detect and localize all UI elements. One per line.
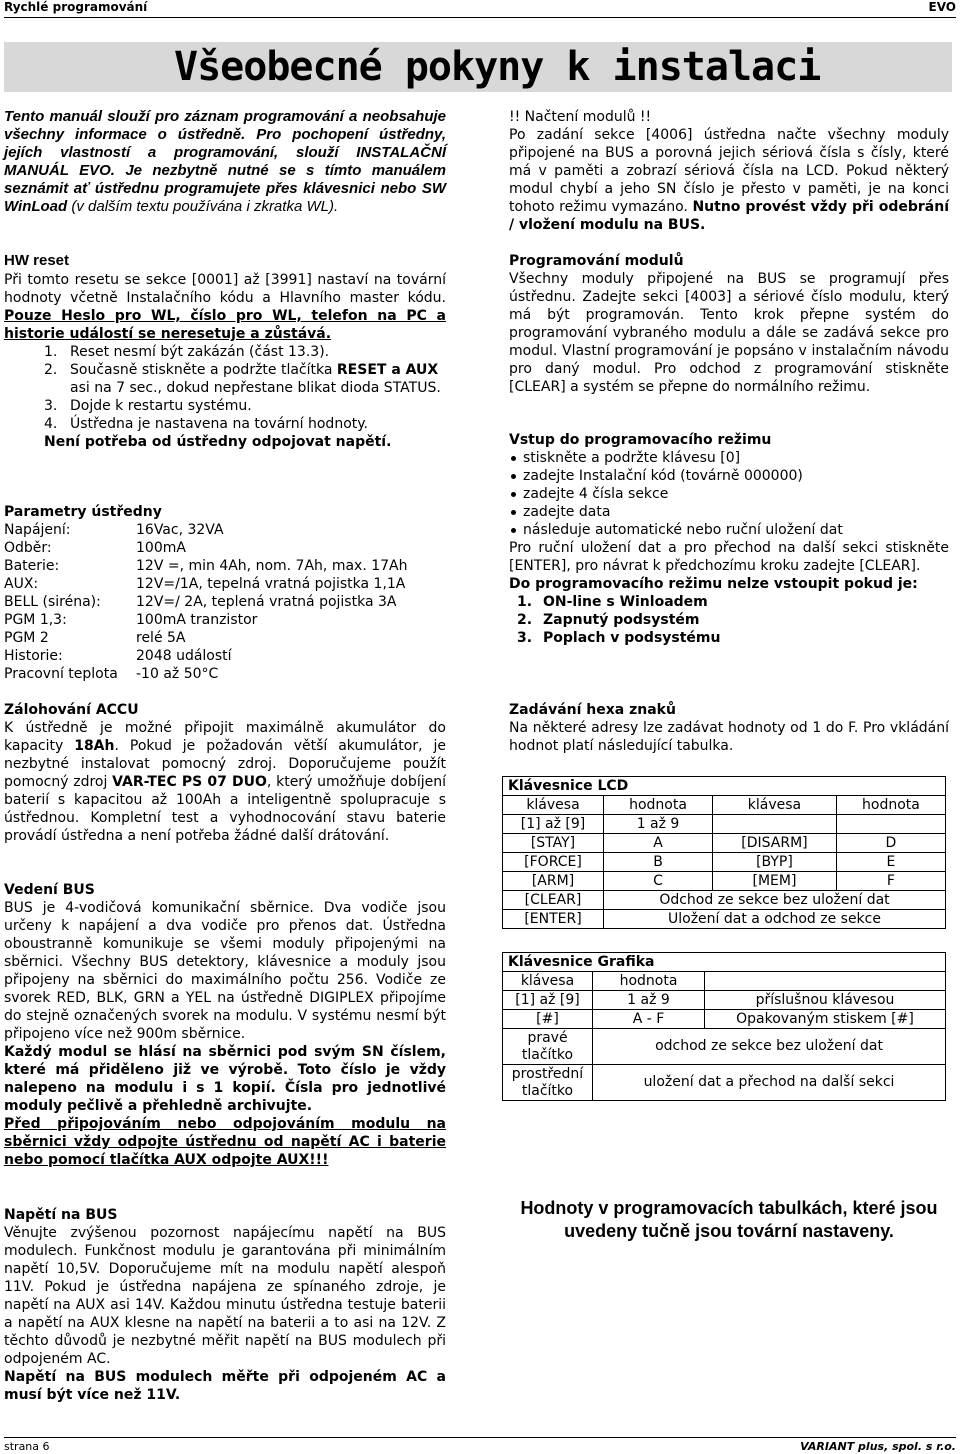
param-row: Napájení: 16Vac, 32VA	[4, 522, 224, 538]
entry-items	[509, 593, 949, 647]
prog-heading: Programování modulů	[509, 253, 684, 269]
graf-table	[502, 952, 946, 1101]
hw-reset-p1: Při tomto resetu se sekce [0001] až [3991] nastaví na tovární hodnoty včetně Instalačního kódu a Hlavního master kódu.	[4, 272, 446, 306]
accu-section	[4, 701, 446, 845]
prog-section	[509, 252, 949, 396]
hex-text: Na některé adresy lze zadávat hodnoty od 1 do F. Pro vkládání hodnot platí následující tabulka.	[509, 720, 949, 754]
list-item: 1. Reset nesmí být zakázán (část 13.3).	[44, 344, 330, 360]
list-item: 3. Poplach v podsystému	[517, 630, 721, 646]
voltage-heading: Napětí na BUS	[4, 1207, 118, 1223]
hex-section	[509, 701, 949, 755]
list-item: zadejte 4 čísla sekce	[509, 485, 949, 503]
graf-table-title: Klávesnice Grafika	[503, 953, 946, 972]
header-right: EVO	[928, 0, 956, 14]
list-item: následuje automatické nebo ruční uložení dat	[509, 521, 949, 539]
intro-text	[4, 108, 446, 216]
param-row: Odběr: 100mA	[4, 540, 186, 556]
bus-heading: Vedení BUS	[4, 882, 95, 898]
params-heading: Parametry ústředny	[4, 504, 162, 520]
table-row: [FORCE] B [BYP] E	[503, 853, 946, 872]
list-item: 2. Zapnutý podsystém	[517, 612, 700, 628]
entry-cannot: Do programovacího režimu nelze vstoupit pokud je:	[509, 576, 918, 592]
load-section	[509, 108, 949, 234]
prog-text: Všechny moduly připojené na BUS se programují přes ústřednu. Zadejte sekci [4003] a sériové číslo modulu, který má být programován. Tento krok přepne systém do programování vybraného modulu a dále se zadává sekce pro modul. Vlastní programování je popsáno v instalačním návodu pro daný modul. Pro odchod z programování stiskněte [CLEAR] a systém se přepne do normálního režimu.	[509, 271, 949, 395]
table-row: [ARM] C [MEM] F	[503, 872, 946, 891]
param-row: Historie: 2048 událostí	[4, 648, 232, 664]
load-heading: !! Načtení modulů !!	[509, 109, 652, 125]
hw-reset-text	[4, 271, 446, 343]
hw-reset-note: Není potřeba od ústředny odpojovat napětí.	[44, 434, 392, 450]
voltage-section	[4, 1206, 446, 1404]
table-row: [STAY] A [DISARM] D	[503, 834, 946, 853]
hw-reset-section	[4, 252, 446, 451]
title-bar	[4, 42, 952, 92]
accu-text: K ústředně je možné připojit maximálně akumulátor do kapacity 18Ah. Pokud je požadován větší akumulátor, je nezbytné instalovat pomocný zdroj. Doporučujeme použít pomocný zdroj VAR-TEC PS 07 DUO, který umožňuje dobíjení baterií s kapacitou až 100Ah a inteligentně spolupracuje s ústřednou. Kompletní test a vyhodnocování stavu baterie provádí ústředna a není potřeba žádné další drátování.	[4, 720, 446, 844]
table-row: [1] až [9] 1 až 9	[503, 815, 946, 834]
table-row: pravé tlačítko odchod ze sekce bez uložení dat	[503, 1029, 946, 1065]
table-row: [CLEAR] Odchod ze sekce bez uložení dat	[503, 891, 946, 910]
param-row: BELL (siréna): 12V=/ 2A, teplená vratná pojistka 3A	[4, 594, 397, 610]
lcd-table-title: Klávesnice LCD	[503, 777, 946, 796]
bus-p1: BUS je 4-vodičová komunikační sběrnice. Dva vodiče jsou určeny k napájení a dva vodiče pro přenos dat. Ústředna oboustranně komunikuje se všemi moduly připojenými na sběrnici. Všechny BUS detektory, klávesnice a moduly jsou připojeny na sběrnici do maximálního počtu 256. Vodiče ze svorek RED, BLK, GRN a YEL na ústředně DIGIPLEX připojíme do stejně označených svorek na modulu. V systému nesmí být připojeno více než 900m sběrnice.	[4, 900, 446, 1042]
table-row: [ENTER] Uložení dat a odchod ze sekce	[503, 910, 946, 929]
entry-bullets	[509, 449, 949, 539]
list-item: 3. Dojde k restartu systému.	[44, 398, 252, 414]
voltage-p2: Napětí na BUS modulech měřte při odpojeném AC a musí být více než 11V.	[4, 1369, 446, 1403]
footer-right: VARIANT plus, spol. s r.o.	[800, 1440, 956, 1453]
bus-section	[4, 881, 446, 1169]
page-title: Všeobecné pokyny k instalaci	[174, 44, 821, 90]
footer-left: strana 6	[4, 1440, 50, 1453]
bus-p3: Před připojováním nebo odpojováním modulu na sběrnici vždy odpojte ústřednu od napětí AC i baterie nebo pomocí tlačítka AUX odpojte AUX!!!	[4, 1116, 446, 1168]
entry-text: Pro ruční uložení dat a pro přechod na další sekci stiskněte [ENTER], pro návrat k předchozímu kroku zadejte [CLEAR].	[509, 540, 949, 574]
param-row: AUX: 12V=/1A, tepelná vratná pojistka 1,1A	[4, 576, 406, 592]
table-row: [#] A - F Opakovaným stiskem [#]	[503, 1010, 946, 1029]
param-row: PGM 1,3: 100mA tranzistor	[4, 612, 258, 628]
table-row: prostřední tlačítko uložení dat a přechod na další sekci	[503, 1065, 946, 1101]
intro-bold: Tento manuál slouží pro záznam programování a neobsahuje všechny informace o ústředně. Pro pochopení ústředny, jejích vlastností a programování, slouží INSTALAČNÍ MANUÁL EVO. Je nezbytně nutné se s tímto manuálem seznámit ať ústřednu programujete přes klávesnici nebo SW WinLoad	[4, 108, 446, 215]
param-row: Baterie: 12V =, min 4Ah, nom. 7Ah, max. 17Ah	[4, 558, 408, 574]
entry-heading: Vstup do programovacího režimu	[509, 432, 772, 448]
hw-reset-heading: HW reset	[4, 252, 70, 269]
page-header	[4, 0, 956, 18]
lcd-table	[502, 776, 946, 929]
table-row: [1] až [9] 1 až 9 příslušnou klávesou	[503, 991, 946, 1010]
list-item: 1. ON-line s Winloadem	[517, 594, 708, 610]
list-item: 2. Současně stiskněte a podržte tlačítka RESET a AUX asi na 7 sec., dokud nepřestane blikat dioda STATUS.	[44, 362, 441, 396]
factory-note: Hodnoty v programovacích tabulkách, které jsou uvedeny tučně jsou tovární nastaveny.	[520, 1198, 938, 1241]
params-section	[4, 503, 446, 683]
hw-reset-p2: Pouze Heslo pro WL, číslo pro WL, telefon na PC a historie událostí se neresetuje a zůstává.	[4, 308, 446, 342]
accu-heading: Zálohování ACCU	[4, 702, 139, 718]
table-row: klávesa hodnota	[503, 972, 946, 991]
list-item: zadejte data	[509, 503, 949, 521]
param-row: PGM 2 relé 5A	[4, 630, 186, 646]
load-text: Po zadání sekce [4006] ústředna načte všechny moduly připojené na BUS a porovná jejich sériová čísla s čísly, které má v paměti a zobrazí sériová čísla na LCD. Pokud některý modul chybí a jeho SN číslo je přesto v paměti, je na konci tohoto režimu vymazáno. Nutno provést vždy při odebrání / vložení modulu na BUS.	[509, 127, 949, 233]
bus-p2: Každý modul se hlásí na sběrnici pod svým SN číslem, které má přiděleno již ve výrobě. Toto číslo je vždy nalepeno na modulu i s 1 kopií. Čísla pro jednotlivé moduly pečlivě a přehledně archivujte.	[4, 1044, 446, 1114]
list-item: 4. Ústředna je nastavena na tovární hodnoty.	[44, 416, 368, 432]
hex-heading: Zadávání hexa znaků	[509, 702, 676, 718]
list-item: stiskněte a podržte klávesu [0]	[509, 449, 949, 467]
list-item: zadejte Instalační kód (továrně 000000)	[509, 467, 949, 485]
param-row: Pracovní teplota -10 až 50°C	[4, 666, 219, 682]
table-row: klávesa hodnota klávesa hodnota	[503, 796, 946, 815]
intro-rest: (v dalším textu používána i zkratka WL).	[67, 198, 339, 215]
page-footer	[4, 1437, 956, 1454]
entry-section	[509, 431, 949, 647]
hw-reset-steps	[4, 343, 446, 433]
voltage-p1: Věnujte zvýšenou pozornost napájecímu napětí na BUS modulech. Funkčnost modulu je garantována při minimálním napětí 10,5V. Doporučujeme mít na modulu napětí alespoň 11V. Pokud je ústředna napájena ze spínaného zdroje, je napětí na AUX asi 14V. Každou minutu ústředna testuje baterii a napětí na AUX klesne na napětí na baterii a to asi na 12V. Z těchto důvodů je nezbytné měřit napětí na BUS modulech při odpojeném AC.	[4, 1225, 446, 1367]
header-left: Rychlé programování	[4, 0, 148, 14]
